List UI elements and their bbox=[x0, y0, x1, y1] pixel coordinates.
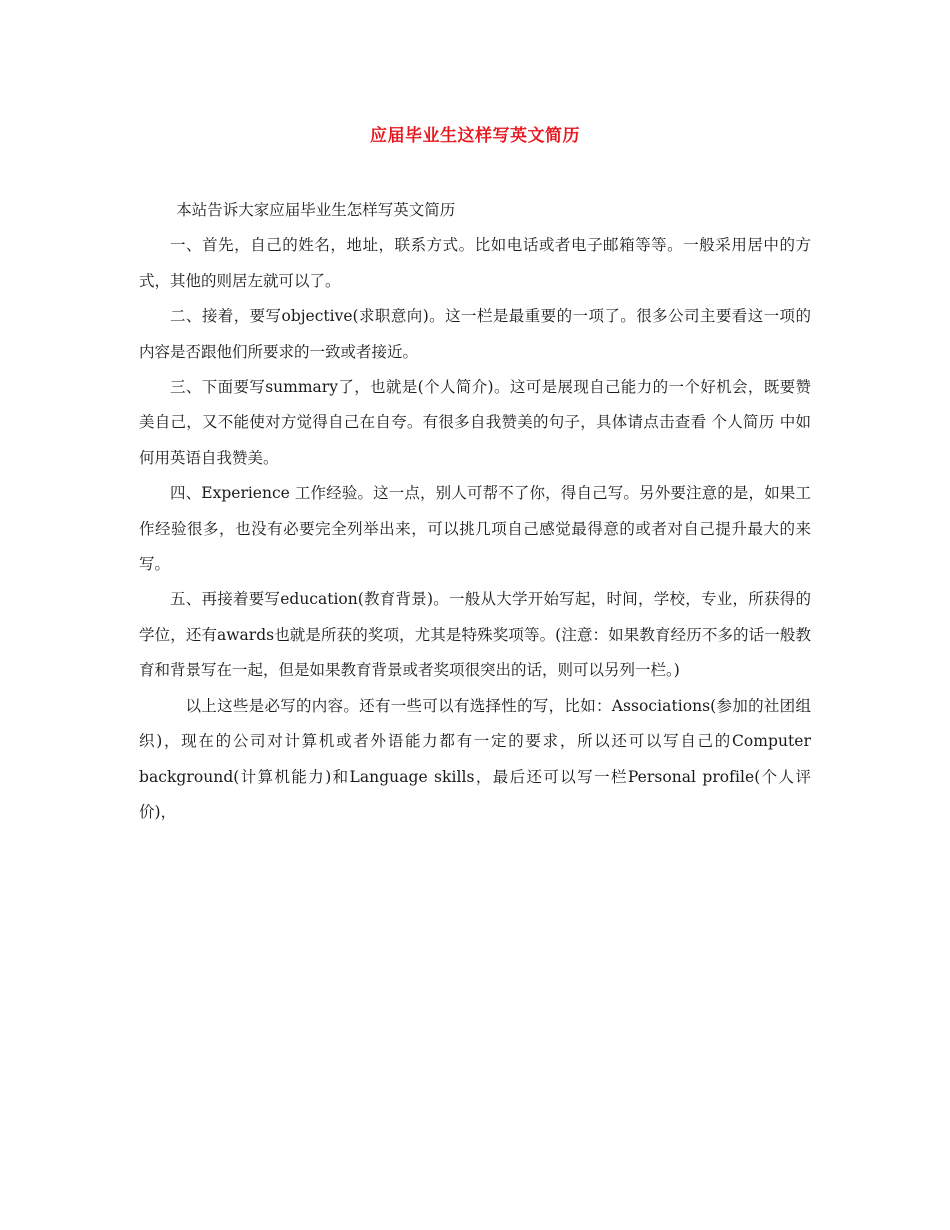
document-title: 应届毕业生这样写英文简历 bbox=[370, 126, 580, 146]
paragraph-2-objective: 二、接着，要写objective(求职意向)。这一栏是最重要的一项了。很多公司主要看这一项的内容是否跟他们所要求的一致或者接近。 bbox=[139, 307, 811, 361]
paragraph-1-contact: 一、首先，自己的姓名，地址，联系方式。比如电话或者电子邮箱等等。一般采用居中的方式，其他的则居左就可以了。 bbox=[139, 236, 811, 290]
paragraph-3-summary: 三、下面要写summary了，也就是(个人简介)。这可是展现自己能力的一个好机会，既要赞美自己，又不能使对方觉得自己在自夸。有很多自我赞美的句子，具体请点击查看 个人简历 中如何用英语自我赞美。 bbox=[139, 378, 811, 467]
paragraph-4-experience: 四、Experience 工作经验。这一点，别人可帮不了你，得自己写。另外要注意的是，如果工作经验很多，也没有必要完全列举出来，可以挑几项自己感觉最得意的或者对自己提升最大的来写。 bbox=[139, 484, 811, 574]
intro-paragraph: 本站告诉大家应届毕业生怎样写英文简历 bbox=[176, 201, 456, 219]
document-body bbox=[139, 193, 811, 830]
paragraph-5-education: 五、再接着要写education(教育背景)。一般从大学开始写起，时间，学校，专业，所获得的学位，还有awards也就是所获的奖项，尤其是特殊奖项等。(注意：如果教育经历不多的话一般教育和背景写在一起，但是如果教育背景或者奖项很突出的话，则可以另列一栏。) bbox=[139, 590, 811, 680]
paragraph-6-optional: 以上这些是必写的内容。还有一些可以有选择性的写，比如：Associations(参加的社团组织)，现在的公司对计算机或者外语能力都有一定的要求，所以还可以写自己的Computer background(计算机能力)和Language skills，最后还可以写一栏Personal profile(个人评价)， bbox=[139, 696, 811, 821]
